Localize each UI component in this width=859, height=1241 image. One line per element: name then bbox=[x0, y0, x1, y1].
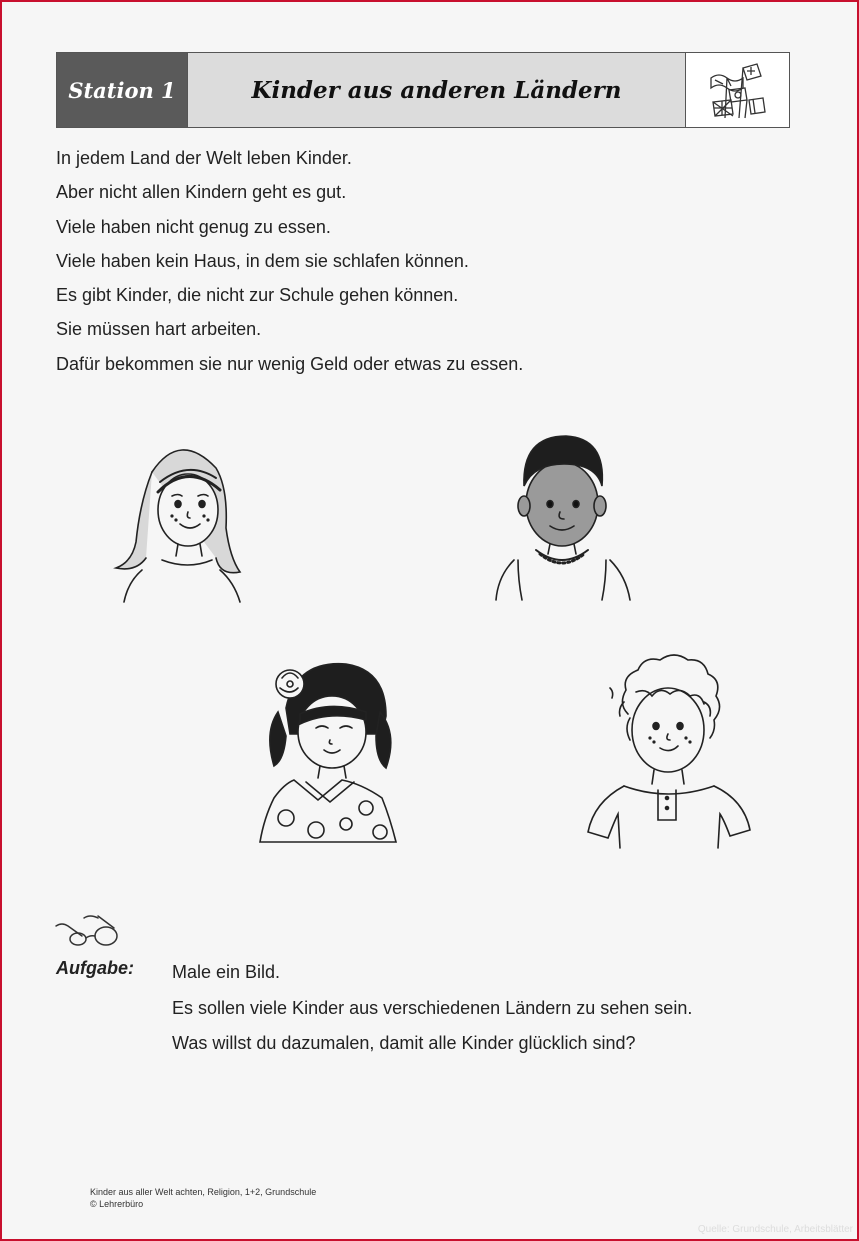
flags-icon bbox=[686, 53, 789, 127]
intro-line: Aber nicht allen Kindern geht es gut. bbox=[56, 182, 347, 203]
task-line: Es sollen viele Kinder aus verschiedenen Ländern zu sehen sein. bbox=[172, 997, 693, 1018]
footer bbox=[90, 1186, 316, 1210]
intro-text bbox=[56, 141, 796, 381]
boy-curly-hair-illustration bbox=[584, 652, 754, 852]
glasses-icon bbox=[54, 912, 122, 952]
task-text bbox=[172, 955, 812, 1062]
task-line: Was willst du dazumalen, damit alle Kinder glücklich sind? bbox=[172, 1033, 636, 1053]
intro-line: Es gibt Kinder, die nicht zur Schule gehen können. bbox=[56, 285, 459, 306]
station-label: Station 1 bbox=[57, 53, 188, 127]
footer-line-1: Kinder aus aller Welt achten, Religion, 1+2, Grundschule bbox=[90, 1187, 317, 1197]
worksheet-header bbox=[56, 52, 790, 128]
task-label: Aufgabe: bbox=[56, 958, 134, 978]
intro-line: Viele haben nicht genug zu essen. bbox=[56, 216, 331, 237]
intro-line: Dafür bekommen sie nur wenig Geld oder etwas zu essen. bbox=[56, 353, 524, 374]
watermark: Quelle: Grundschule, Arbeitsblätter bbox=[697, 1224, 853, 1235]
worksheet-title: Kinder aus anderen Ländern bbox=[188, 53, 686, 127]
boy-dark-skin-illustration bbox=[490, 432, 636, 604]
intro-line: Viele haben kein Haus, in dem sie schlafen können. bbox=[56, 250, 469, 271]
intro-line: In jedem Land der Welt leben Kinder. bbox=[56, 148, 352, 168]
footer-line-2: © Lehrerbüro bbox=[90, 1199, 144, 1209]
girl-long-hair-illustration bbox=[112, 432, 248, 604]
girl-pigtails-illustration bbox=[256, 658, 402, 844]
task-line: Male ein Bild. bbox=[172, 962, 281, 982]
intro-line: Sie müssen hart arbeiten. bbox=[56, 319, 262, 340]
